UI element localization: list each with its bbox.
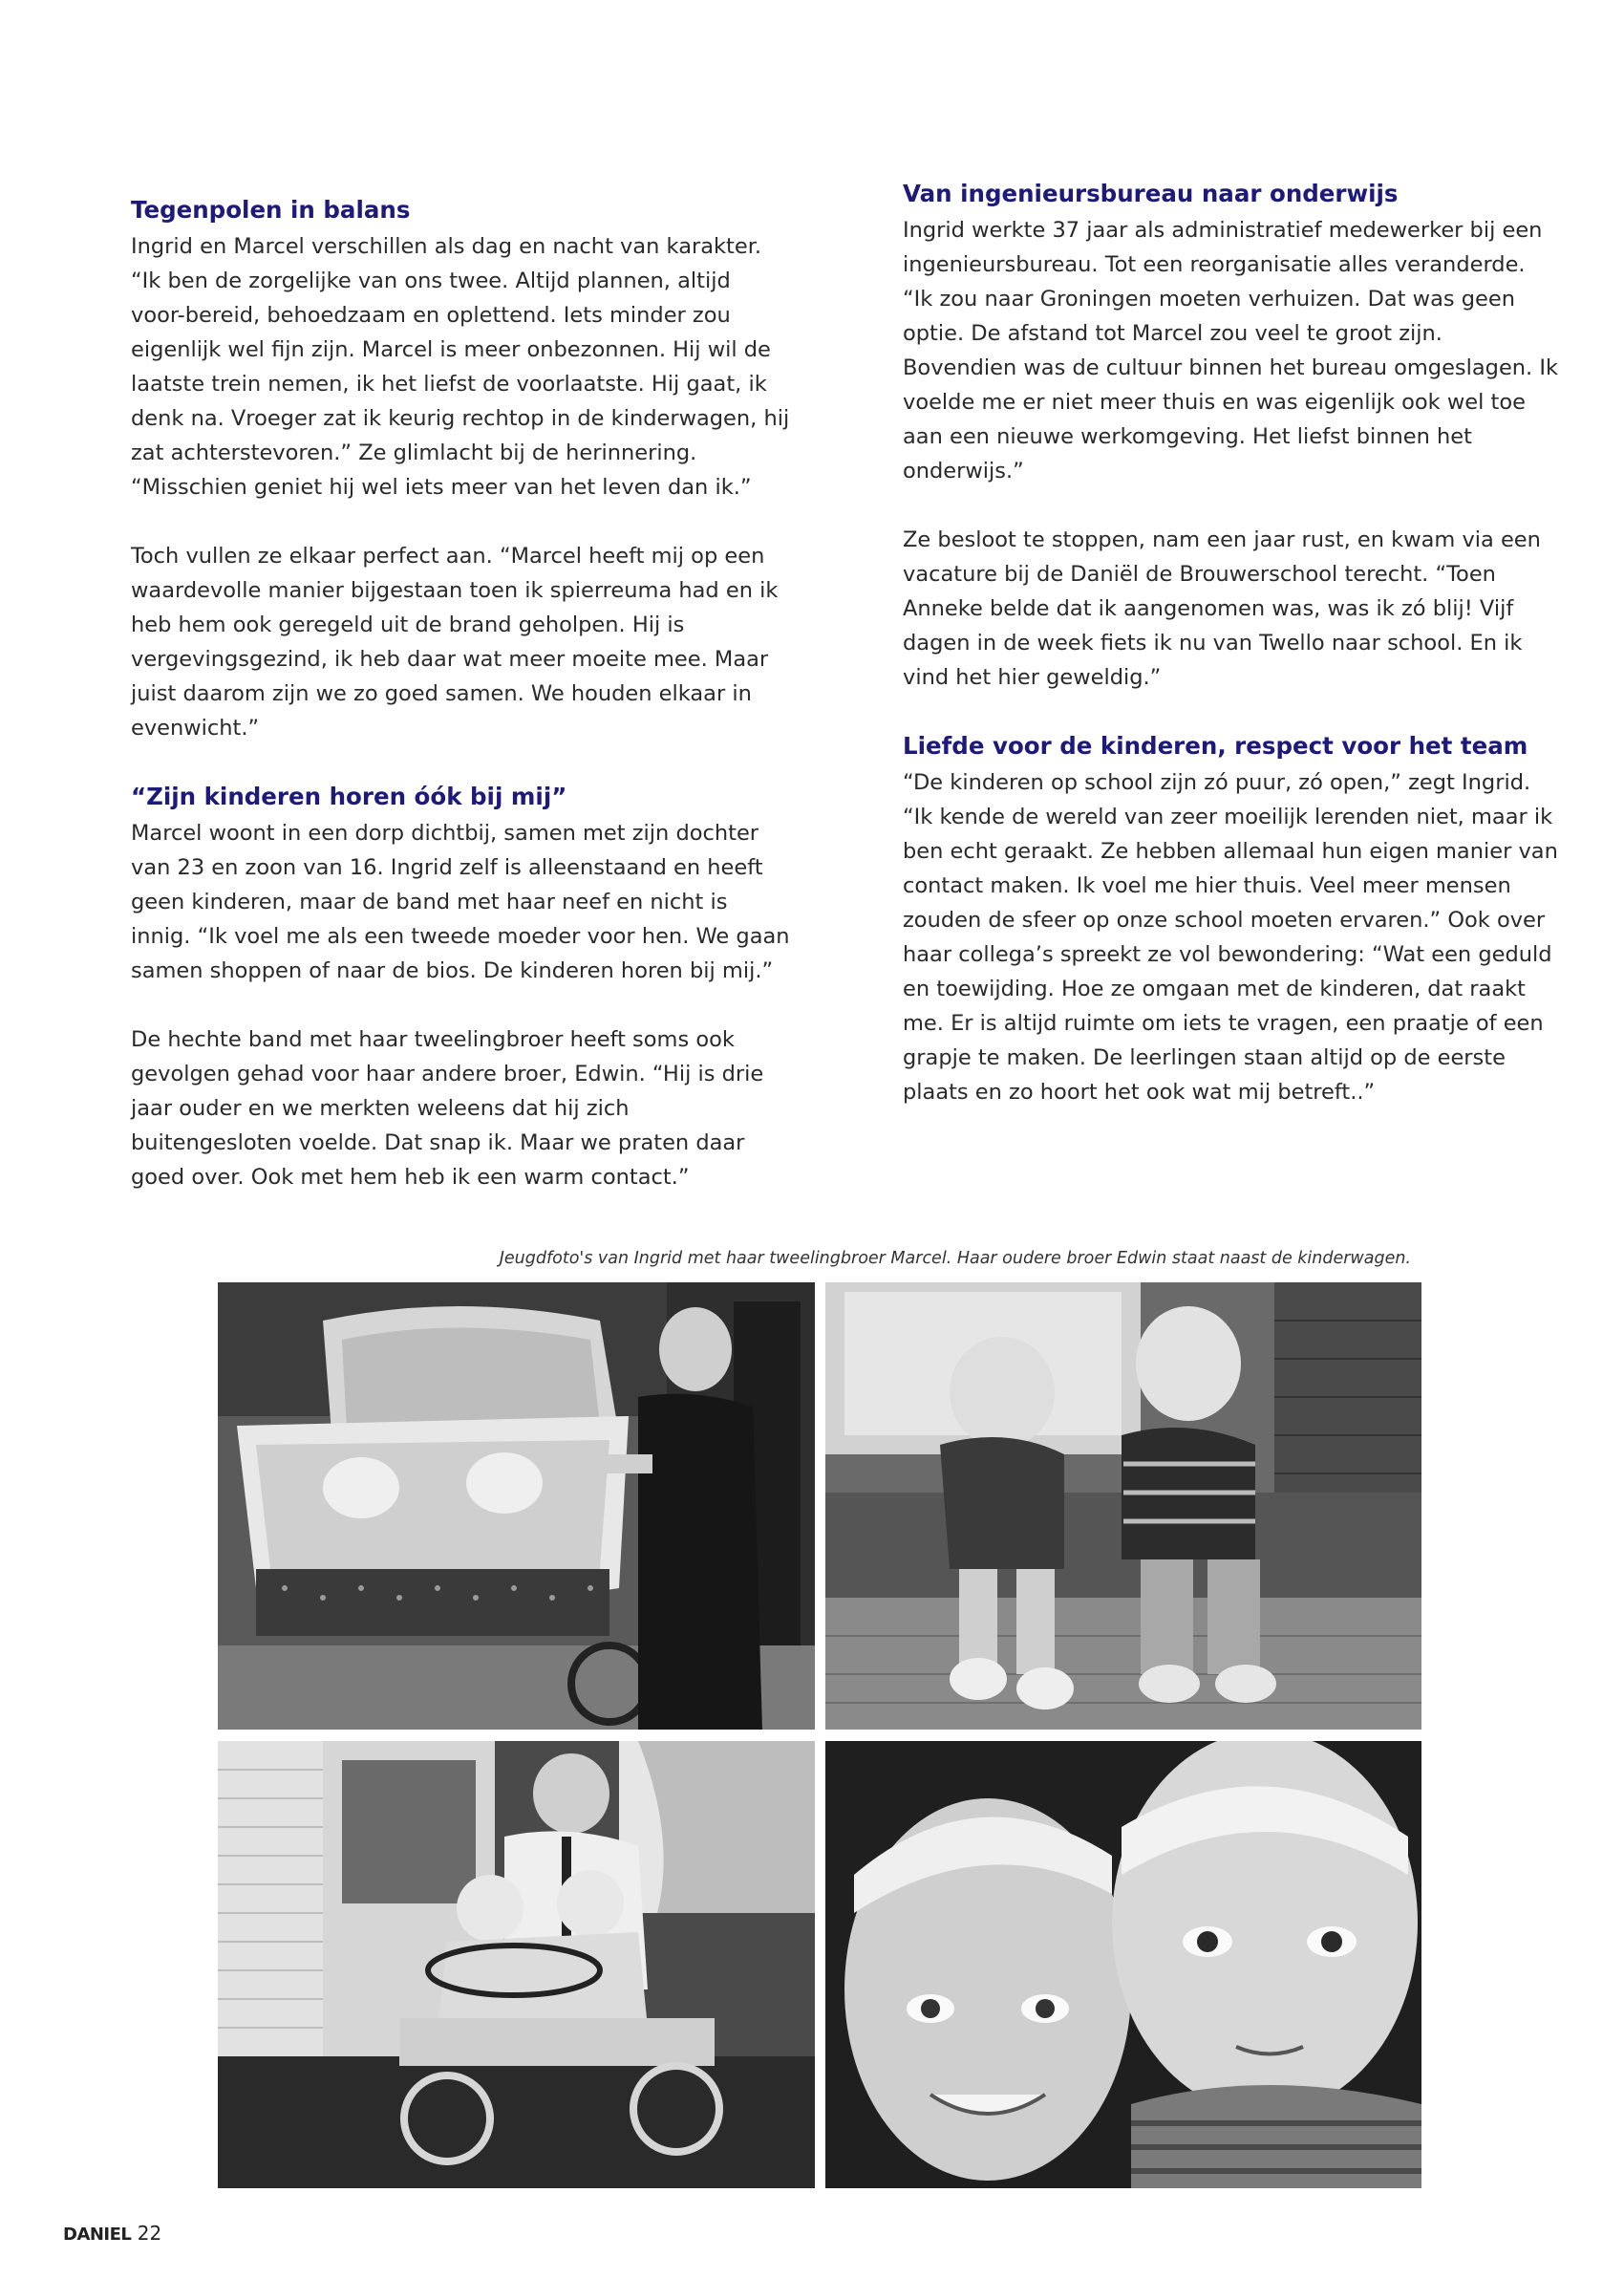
paragraph: Ze besloot te stoppen, nam een jaar rust, en kwam via een vacature bij de Daniël de Brouwerschool terecht. “Toen Anneke belde dat ik aangenomen was, was ik zó blij! Vijf dagen in de week fiets ik nu van Twello naar school. En ik vind het hier geweldig.” xyxy=(903,527,1541,690)
photo-caption: Jeugdfoto's van Ingrid met haar tweelingbroer Marcel. Haar oudere broer Edwin staat naast de kinderwagen. xyxy=(499,1249,1411,1268)
paragraph: De hechte band met haar tweelingbroer heeft soms ook gevolgen gehad voor haar andere broer, Edwin. “Hij is drie jaar ouder en we merkten weleens dat hij zich buitengesloten voelde. Dat snap ik. Maar we praten daar goed over. Ook met hem heb ik een warm contact.” xyxy=(131,1027,764,1190)
photo-two-boys-closeup xyxy=(825,1741,1421,2188)
photo-children-on-step xyxy=(825,1282,1421,1730)
photo-father-with-twins-cart xyxy=(218,1741,815,2188)
paragraph: “De kinderen op school zijn zó puur, zó open,” zegt Ingrid. “Ik kende de wereld van zeer moeilijk lerenden niet, maar ik ben echt geraakt. Ze hebben allemaal hun eigen manier van contact maken. Ik voel me hier thuis. Veel meer mensen zouden de sfeer op onze school moeten ervaren.” Ook over haar collega’s spreekt ze vol bewondering: “Wat een geduld en toewijding. Hoe ze omgaan met de kinderen, dat raakt me. Er is altijd ruimte om iets te vragen, een praatje of een grapje te maken. De leerlingen staan altijd op de eerste plaats en zo hoort het ook wat mij betreft..” xyxy=(903,770,1558,1105)
section-heading-liefde: Liefde voor de kinderen, respect voor het team xyxy=(903,732,1528,760)
page-footer xyxy=(63,2222,161,2245)
right-column xyxy=(903,177,1562,1109)
magazine-brand: DANIEL xyxy=(63,2225,132,2245)
paragraph: Ingrid en Marcel verschillen als dag en nacht van karakter. “Ik ben de zorgelijke van ons twee. Altijd plannen, altijd voor-bereid, behoedzaam en oplettend. Iets minder zou eigenlijk wel fijn zijn. Marcel is meer onbezonnen. Hij wil de laatste trein nemen, ik het liefst de voorlaatste. Hij gaat, ik denk na. Vroeger zat ik keurig rechtop in de kinderwagen, hij zat achterstevoren.” Ze glimlacht bij de herinnering. “Misschien geniet hij wel iets meer van het leven dan ik.” xyxy=(131,234,790,500)
page-number: 22 xyxy=(137,2222,162,2245)
paragraph: Toch vullen ze elkaar perfect aan. “Marcel heeft mij op een waardevolle manier bijgestaan toen ik spierreuma had en ik heb hem ook geregeld uit de brand geholpen. Hij is vergevingsgezind, ik heb daar wat meer moeite mee. Maar juist daarom zijn we zo goed samen. We houden elkaar in evenwicht.” xyxy=(131,544,779,741)
photo-pram-twins xyxy=(218,1282,815,1730)
section-heading-tegenpolen: Tegenpolen in balans xyxy=(131,196,411,224)
paragraph: Ingrid werkte 37 jaar als administratief medewerker bij een ingenieursbureau. Tot een reorganisatie alles veranderde. “Ik zou naar Groningen moeten verhuizen. Dat was geen optie. De afstand tot Marcel zou veel te groot zijn. Bovendien was de cultuur binnen het bureau omgeslagen. Ik voelde me er niet meer thuis en was eigenlijk ook wel toe aan een nieuwe werkomgeving. Het liefst binnen het onderwijs.” xyxy=(903,218,1559,484)
section-heading-kinderen: “Zijn kinderen horen óók bij mij” xyxy=(131,783,567,810)
section-heading-onderwijs: Van ingenieursbureau naar onderwijs xyxy=(903,180,1399,207)
left-column xyxy=(131,193,790,1194)
paragraph: Marcel woont in een dorp dichtbij, samen met zijn dochter van 23 en zoon van 16. Ingrid zelf is alleenstaand en heeft geen kinderen, maar de band met haar neef en nicht is innig. “Ik voel me als een tweede moeder voor hen. We gaan samen shoppen of naar de bios. De kinderen horen bij mij.” xyxy=(131,821,790,983)
